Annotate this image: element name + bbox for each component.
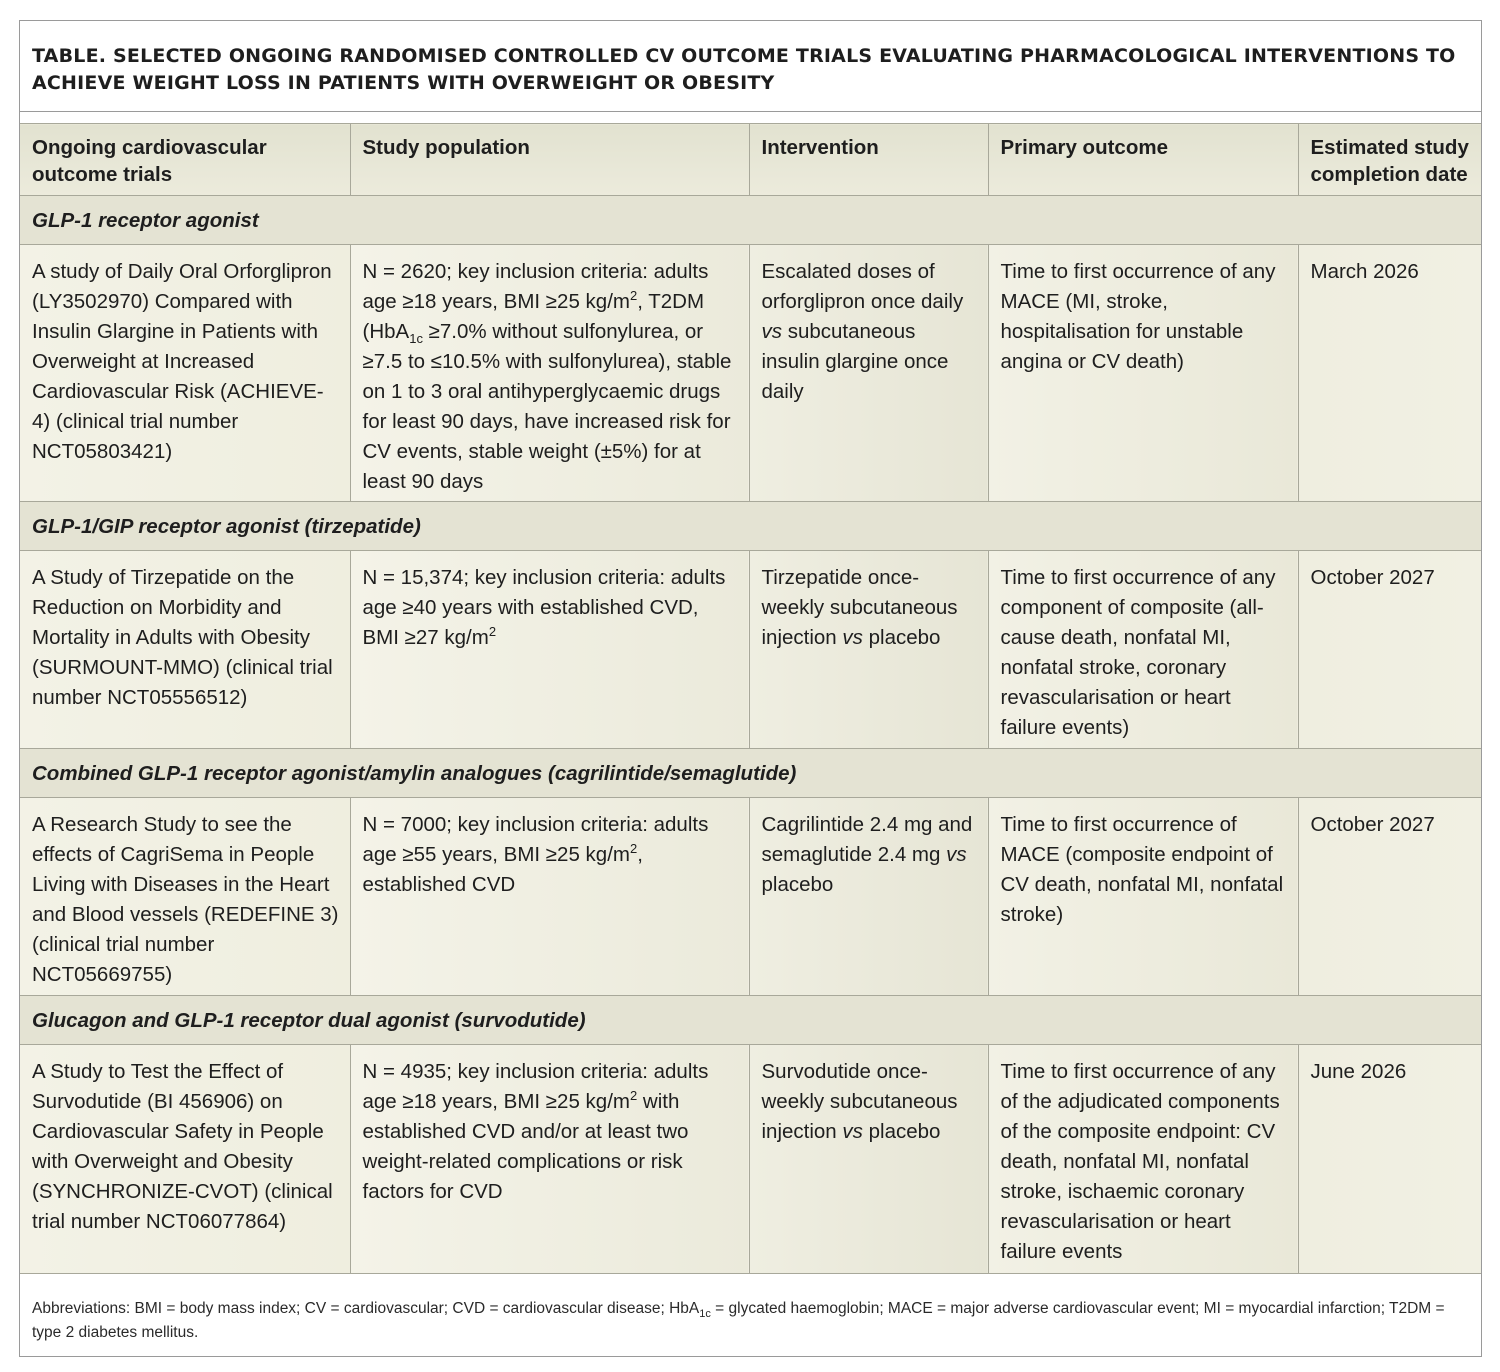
intervention-text: Escalated doses of orforglipron once daily [761,260,964,313]
population-subscript: 1c [409,331,423,347]
date-cell: March 2026 [1298,245,1481,502]
intervention-text: placebo [761,873,834,896]
intervention-text: placebo [862,626,941,649]
population-text: N = 15,374; key inclusion criteria: adults age ≥40 years with established CVD, BMI ≥27 kg/m [362,566,726,649]
intervention-text: subcutaneous insulin glargine once daily [761,320,949,403]
population-superscript: 2 [629,841,638,857]
spacer [20,112,1481,123]
outcome-cell: Time to first occurrence of any of the adjudicated components of the composite endpoint: CV death, nonfatal MI, nonfatal stroke, ischaemic coronary revascularisation or heart failure events [988,1045,1298,1274]
population-cell [350,1045,749,1274]
trial-cell: A Research Study to see the effects of CagriSema in People Living with Diseases in the Heart and Blood vessels (REDEFINE 3) (clinical trial number NCT05669755) [20,798,350,996]
intervention-text: Tirzepatide once-weekly subcutaneous injection [761,566,958,649]
date-cell: October 2027 [1298,551,1481,749]
trials-table [20,123,1481,1274]
trial-cell: A study of Daily Oral Orforglipron (LY3502970) Compared with Insulin Glargine in Patients with Overweight at Increased Cardiovascular Risk (ACHIEVE-4) (clinical trial number NCT05803421) [20,245,350,502]
population-text: , established CVD [362,843,643,896]
population-cell [350,245,749,502]
population-cell [350,551,749,749]
footnote-text: Abbreviations: BMI = body mass index; CV = cardiovascular; CVD = cardiovascular disease; HbA [32,1300,700,1317]
title-box [20,21,1481,112]
intervention-vs: vs [761,320,782,343]
column-header-intervention: Intervention [749,124,988,196]
section-label: GLP-1/GIP receptor agonist (tirzepatide) [20,502,1481,551]
intervention-cell [749,1045,988,1274]
table-header-row [20,124,1481,196]
table-title-prefix: TABLE. [32,45,107,67]
table-row [20,798,1481,996]
population-text: N = 7000; key inclusion criteria: adults age ≥55 years, BMI ≥25 kg/m [362,813,709,866]
intervention-vs: vs [842,626,863,649]
population-text: , T2DM (HbA [362,290,705,343]
population-superscript: 2 [629,288,638,304]
column-header-outcome: Primary outcome [988,124,1298,196]
section-label: Combined GLP-1 receptor agonist/amylin analogues (cagrilintide/semaglutide) [20,749,1481,798]
intervention-text: Survodutide once-weekly subcutaneous injection [761,1060,958,1143]
outcome-cell: Time to first occurrence of any component of composite (all-cause death, nonfatal MI, nonfatal stroke, coronary revascularisation or heart failure events) [988,551,1298,749]
population-text: ≥7.0% without sulfonylurea, or ≥7.5 to ≤10.5% with sulfonylurea), stable on 1 to 3 oral antihyperglycaemic drugs for least 90 days, have increased risk for CV events, stable weight (±5%) for at least 90 days [362,320,732,493]
trial-cell: A Study to Test the Effect of Survodutide (BI 456906) on Cardiovascular Safety in People with Overweight and Obesity (SYNCHRONIZE-CVOT) (clinical trial number NCT06077864) [20,1045,350,1274]
population-text: N = 4935; key inclusion criteria: adults age ≥18 years, BMI ≥25 kg/m [362,1060,709,1113]
outcome-cell: Time to first occurrence of any MACE (MI, stroke, hospitalisation for unstable angina or CV death) [988,245,1298,502]
abbreviations-footnote [32,1297,1461,1345]
intervention-text: Cagrilintide 2.4 mg and semaglutide 2.4 mg [761,813,973,866]
table-row [20,245,1481,502]
date-cell: June 2026 [1298,1045,1481,1274]
intervention-cell [749,245,988,502]
section-row [20,996,1481,1045]
intervention-vs: vs [842,1120,863,1143]
intervention-text: placebo [862,1120,941,1143]
outcome-cell: Time to first occurrence of MACE (composite endpoint of CV death, nonfatal MI, nonfatal stroke) [988,798,1298,996]
section-label: GLP-1 receptor agonist [20,196,1481,245]
column-header-date: Estimated study completion date [1298,124,1481,196]
intervention-cell [749,551,988,749]
section-row [20,749,1481,798]
population-cell [350,798,749,996]
column-header-population: Study population [350,124,749,196]
population-text: N = 2620; key inclusion criteria: adults age ≥18 years, BMI ≥25 kg/m [362,260,709,313]
section-row [20,196,1481,245]
table-row [20,1045,1481,1274]
date-cell: October 2027 [1298,798,1481,996]
footnote-subscript: 1c [699,1308,711,1321]
trial-cell: A Study of Tirzepatide on the Reduction on Morbidity and Mortality in Adults with Obesity (SURMOUNT-MMO) (clinical trial number NCT05556512) [20,551,350,749]
population-superscript: 2 [629,1088,638,1104]
table-row [20,551,1481,749]
population-text: with established CVD and/or at least two weight-related complications or risk factors for CVD [362,1090,689,1203]
footnote-text: = glycated haemoglobin; MACE = major adverse cardiovascular event; MI = myocardial infarction; T2DM = type 2 diabetes mellitus. [32,1300,1445,1341]
table-title-text: SELECTED ONGOING RANDOMISED CONTROLLED CV OUTCOME TRIALS EVALUATING PHARMACOLOGICAL INTERVENTIONS TO ACHIEVE WEIGHT LOSS IN PATIENTS WITH OVERWEIGHT OR OBESITY [32,45,1456,94]
column-header-trials: Ongoing cardiovascular outcome trials [20,124,350,196]
table-frame [19,20,1482,1357]
intervention-vs: vs [946,843,967,866]
table-title [32,43,1461,97]
intervention-cell [749,798,988,996]
section-label: Glucagon and GLP-1 receptor dual agonist (survodutide) [20,996,1481,1045]
section-row [20,502,1481,551]
population-superscript: 2 [488,624,497,640]
